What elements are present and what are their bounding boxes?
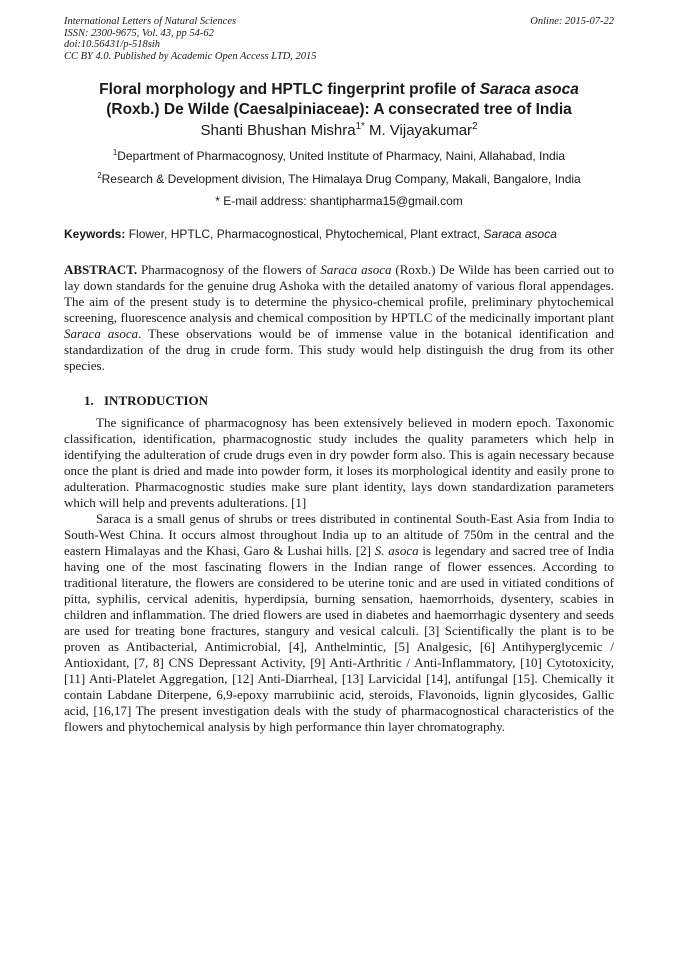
section-number: 1. <box>84 393 94 408</box>
title-species: Saraca asoca <box>479 81 579 98</box>
author-list <box>64 121 614 141</box>
affiliation-1 <box>40 148 638 164</box>
abstract <box>64 262 614 374</box>
journal-issn: ISSN: 2300-9675, Vol. 43, pp 54-62 <box>64 27 214 39</box>
paragraph-text: is legendary and sacred tree of India having one of the most fascinating flowers in the Indian range of flower essences. According to traditional literature, the flowers are considered to be uterine tonic and are used in vitiated conditions of pitta, syphilis, cervical adenitis, hyperdipsia, burning sensation, haemorrhoids, dysentery, scabies in children and inflammation. The dried flowers are used in diabetes and haemorrhagic dysentery and seeds are used for treating bone fractures, stangury and vesical calculi. [3] Scientifically the plant is to be proven as Antibacterial, Antimicrobial, [4], Anthelmintic, [5] Analgesic, [6] Antihyperglycemic / Antioxidant, [7, 8] CNS Depressant Activity, [9] Anti-Arthritic / Anti-Inflammatory, [10] Cytotoxicity, [11] Anti-Platelet Aggregation, [12] Anti-Diarrheal, [13] Larvicidal [14], antifungal [15]. Chemically it contain Labdane Diterpene, 6,9-epoxy marrubiinic acid, steroids, Flavonoids, lignin glycosides, Gallic acid, [16,17] The present investigation deals with the study of pharmacognostical characteristics of the flowers and phytochemical analysis by high performance thin layer chromatography. <box>64 543 614 734</box>
introduction-paragraph-1: The significance of pharmacognosy has been extensively believed in modern epoch. Taxonomic classification, identification, pharmacognostic study includes the quality parameters which help in identifying the adulteration of crude drugs even in dry powder form also. This is again necessary because once the plant is dried and made into powder form, it loses its morphological identity and easily prone to adulteration. Pharmacognostic studies make sure plant identity, lays down standardization parameters which will help and prevents adulterations. [1] <box>64 415 614 510</box>
abstract-label: ABSTRACT. <box>64 262 138 277</box>
author-name: Shanti Bhushan Mishra <box>200 122 356 139</box>
keywords-species: Saraca asoca <box>483 227 557 241</box>
journal-doi: doi:10.56431/p-518sih <box>64 39 160 51</box>
author-superscript: 2 <box>472 121 478 132</box>
abstract-text: . These observations would be of immense value in the botanical identification and standardization of the drug in crude form. This study would help distinguish the drug from its other species. <box>64 326 614 373</box>
paragraph-species: S. asoca <box>374 543 419 558</box>
journal-header <box>64 16 614 62</box>
title-line-1-text: Floral morphology and HPTLC fingerprint profile of <box>99 81 480 98</box>
abstract-species: Saraca asoca <box>64 326 139 341</box>
abstract-text: (Roxb.) De Wilde has been carried out to lay down standards for the genuine drug Ashoka with the detailed anatomy of various floral appendages. The aim of the present study is to determine the physico-chemical profile, preliminary phytochemical screening, fluorescence analysis and chemical composition by HPTLC of the medicinally important plant <box>64 262 614 325</box>
affiliation-superscript: 1 <box>112 148 118 157</box>
paragraph-text: Saraca is a small genus of shrubs or trees distributed in continental South-East Asia from India to South-West China. It occurs almost throughout India up to an altitude of 750m in the central and the eastern Himalayas and the Khasi, Garo & Lushai hills. [2] <box>64 511 614 558</box>
online-date: Online: 2015-07-22 <box>530 16 614 27</box>
introduction-paragraph-2 <box>64 511 614 735</box>
affiliation-text: Research & Development division, The Himalaya Drug Company, Makali, Bangalore, India <box>101 172 581 186</box>
keywords-text: Flower, HPTLC, Pharmacognostical, Phytochemical, Plant extract, <box>125 227 484 241</box>
title-line-2: (Roxb.) De Wilde (Caesalpiniaceae): A consecrated tree of India <box>106 101 572 118</box>
affiliation-2 <box>40 171 638 187</box>
affiliation-text: Department of Pharmacognosy, United Institute of Pharmacy, Naini, Allahabad, India <box>117 149 566 163</box>
author-name: M. Vijayakumar <box>368 122 473 139</box>
author-superscript: 1* <box>355 121 365 132</box>
keywords <box>64 226 614 242</box>
keywords-label: Keywords: <box>64 227 126 241</box>
section-heading-introduction <box>84 393 208 409</box>
paper-title <box>64 80 614 120</box>
abstract-species: Saraca asoca <box>320 262 392 277</box>
affiliation-superscript: 2 <box>97 171 102 180</box>
introduction-body <box>64 415 614 735</box>
journal-license: CC BY 4.0. Published by Academic Open Access LTD, 2015 <box>64 50 317 62</box>
journal-name: International Letters of Natural Sciences <box>64 16 237 27</box>
abstract-text: Pharmacognosy of the flowers of <box>137 262 321 277</box>
corresponding-email: * E-mail address: shantipharma15@gmail.com <box>215 194 463 208</box>
section-title: INTRODUCTION <box>104 393 209 408</box>
title-line-1 <box>64 80 614 100</box>
